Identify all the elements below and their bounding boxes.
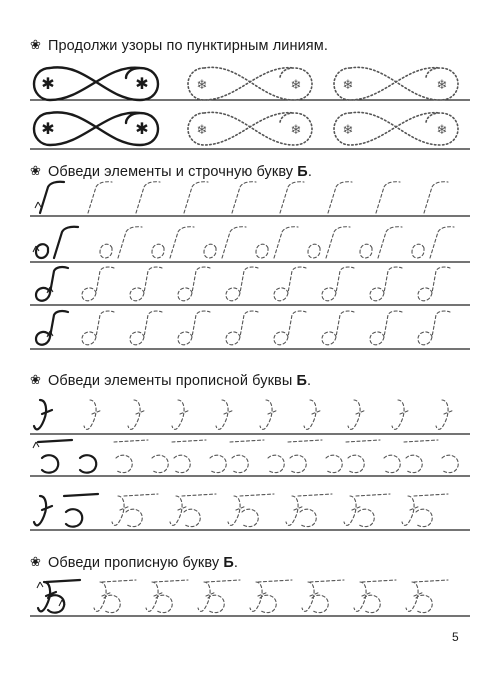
dashed-capital-letter-b [354,580,396,613]
dashed-capital-stem [304,400,322,429]
dashed-belly [326,455,342,472]
asterisk-icon: ✱ [41,74,55,93]
dashed-capital-stem [128,400,146,429]
dashed-capital-letter-b [146,580,188,613]
dashed-hook-stroke [184,182,208,213]
flower-bullet-icon: ❀ [30,38,41,53]
dashed-top-bar [288,440,322,442]
dashed-oval-stroke [152,244,164,258]
dashed-letter-b-small [82,311,114,345]
dashed-belly [152,455,168,472]
dashed-oval-stroke [100,244,112,258]
dashed-letter-b-small [274,267,306,301]
task-3-letter: Б [296,373,308,389]
dashed-hook-stroke [88,182,112,213]
dashed-top-bar [182,494,216,496]
task-2-heading: ❀ Обведи элементы и строчную букву Б. [30,164,312,180]
dashed-hook-stroke [378,227,402,258]
flower-bullet-icon: ❀ [30,555,41,570]
dashed-top-bar [346,440,380,442]
arrow-icon [35,202,41,208]
dashed-belly [384,455,400,472]
asterisk-icon: ✱ [41,119,55,138]
dashed-letter-b-small [322,311,354,345]
asterisk-icon: ✱ [135,119,149,138]
dashed-capital-stem [436,400,454,429]
task-3-heading: ❀ Обведи элементы прописной буквы Б. [30,373,312,389]
sample-capital-stem [34,496,52,525]
asterisk-icon: ❄ [436,78,448,93]
dashed-letter-b-small [178,311,210,345]
dashed-belly [416,509,432,526]
dashed-belly [406,455,422,472]
dashed-belly [210,455,226,472]
dashed-belly [268,455,284,472]
dashed-oval-stroke [204,244,216,258]
dashed-belly [126,509,142,526]
dashed-capital-stem [392,400,410,429]
sample-hook-stroke [40,182,64,213]
dashed-top-bar [240,494,274,496]
dashed-capital-letter-b [198,580,240,613]
dashed-belly [300,509,316,526]
asterisk-icon: ❄ [290,78,302,93]
dashed-hook-stroke [118,227,142,258]
flower-bullet-icon: ❀ [30,373,41,388]
page-number: 5 [452,630,459,644]
task-3-text: Обведи элементы прописной буквы [48,373,297,389]
dashed-letter-b-small [130,267,162,301]
dashed-belly [174,455,190,472]
dashed-hook-stroke [274,227,298,258]
task-2-text: Обведи элементы и строчную букву [48,164,298,180]
dashed-capital-stem [216,400,234,429]
dashed-oval-stroke [412,244,424,258]
sample-capital-stem [34,400,52,429]
sample-letter-b-small [36,267,68,301]
dashed-oval-stroke [308,244,320,258]
task-4-heading: ❀ Обведи прописную букву Б. [30,555,239,571]
dashed-top-bar [114,440,148,442]
dashed-capital-letter-b [250,580,292,613]
ruled-lines [30,100,470,616]
dashed-capital-stem [260,400,278,429]
dashed-top-bar [298,494,332,496]
sample-letter-b-small [36,311,68,345]
task-2-letter: Б [297,164,308,180]
dashed-belly [348,455,364,472]
dashed-top-bar [124,494,158,496]
asterisk-icon: ❄ [196,78,208,93]
dashed-capital-letter-b [302,580,344,613]
asterisk-icon: ✱ [135,74,149,93]
dashed-hook-stroke [222,227,246,258]
dashed-hook-stroke [326,227,350,258]
dashed-top-bar [404,440,438,442]
dashed-belly [242,509,258,526]
dashed-belly [232,455,248,472]
dashed-letter-b-small [418,311,450,345]
dashed-belly [116,455,132,472]
dashed-hook-stroke [424,182,448,213]
dashed-hook-stroke [328,182,352,213]
dashed-hook-stroke [430,227,454,258]
dashed-top-bar [172,440,206,442]
dashed-belly [184,509,200,526]
sample-top-bar [38,440,72,442]
dashed-letter-b-small [370,311,402,345]
flower-bullet-icon: ❀ [30,164,41,179]
sample-belly [66,509,82,526]
dashed-top-bar [356,494,390,496]
pattern-exercise [34,67,458,145]
asterisk-icon: ❄ [196,123,208,138]
dashed-letter-b-small [130,311,162,345]
sample-belly [42,455,58,472]
dashed-capital-stem [172,400,190,429]
dashed-oval-stroke [360,244,372,258]
dashed-letter-b-small [418,267,450,301]
dashed-capital-letter-b [94,580,136,613]
arrow-icon [37,582,43,588]
sample-top-bar [64,494,98,496]
dashed-belly [358,509,374,526]
task-1-text: Продолжи узоры по пунктирным линиям. [48,38,328,54]
sample-belly [80,455,96,472]
sample-capital-letter-b [38,580,80,613]
dashed-letter-b-small [82,267,114,301]
dashed-oval-stroke [256,244,268,258]
dashed-capital-stem [348,400,366,429]
dashed-letter-b-small [274,311,306,345]
dashed-capital-stem [84,400,102,429]
asterisk-icon: ❄ [342,78,354,93]
dashed-hook-stroke [232,182,256,213]
task-4-text: Обведи прописную букву [48,555,224,571]
dashed-letter-b-small [226,311,258,345]
dashed-belly [442,455,458,472]
dashed-hook-stroke [136,182,160,213]
dashed-belly [290,455,306,472]
asterisk-icon: ❄ [436,123,448,138]
asterisk-icon: ❄ [290,123,302,138]
dashed-letter-b-small [178,267,210,301]
dashed-hook-stroke [170,227,194,258]
dashed-hook-stroke [280,182,304,213]
sample-oval-stroke [36,244,48,258]
dashed-capital-letter-b [406,580,448,613]
dashed-letter-b-small [322,267,354,301]
dashed-top-bar [414,494,448,496]
sample-hook-stroke [54,227,78,258]
dashed-top-bar [230,440,264,442]
task-4-letter: Б [223,555,234,571]
tracing-exercise [33,182,458,613]
dashed-letter-b-small [370,267,402,301]
dashed-letter-b-small [226,267,258,301]
dashed-hook-stroke [376,182,400,213]
asterisk-icon: ❄ [342,123,354,138]
